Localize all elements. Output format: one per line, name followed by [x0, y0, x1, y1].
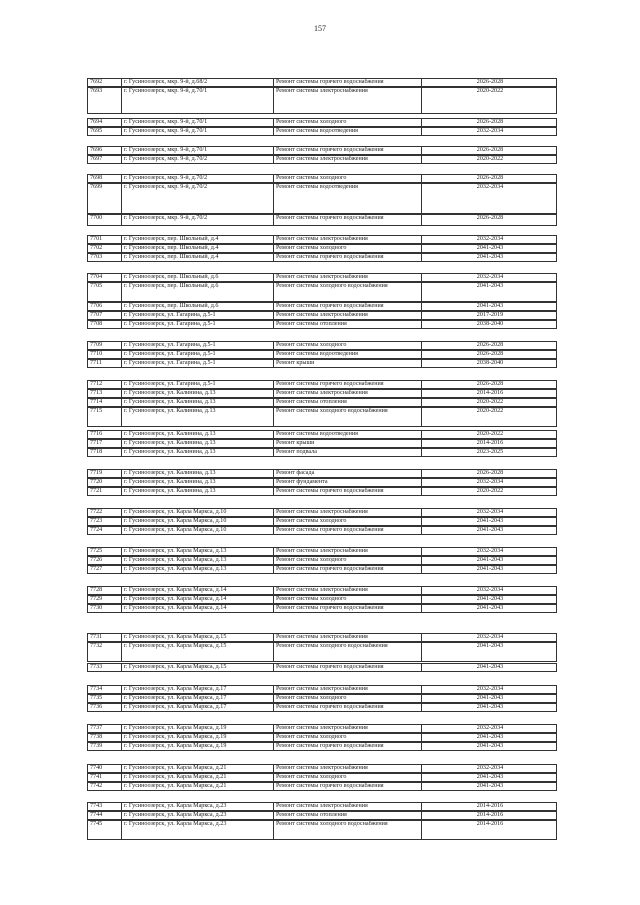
row-work-type: Ремонт системы горячего водоснабжения — [273, 664, 421, 671]
row-years: 2041-2043 — [421, 245, 558, 252]
row-address: г. Гусиноозерск, ул. Карла Маркса, д.23 — [121, 812, 273, 819]
row-work-type: Ремонт системы водоотведения — [273, 351, 421, 358]
row-years: 2038-2040 — [421, 321, 558, 328]
row-years: 2041-2043 — [421, 643, 558, 661]
row-number: 7727 — [90, 566, 103, 572]
table-row — [87, 174, 557, 183]
row-number: 7703 — [90, 254, 103, 260]
row-address: г. Гусиноозерск, ул. Гагарина, д.5-1 — [121, 312, 273, 319]
table-row — [87, 311, 557, 320]
row-work-type: Ремонт системы электроснабжения — [273, 274, 421, 281]
table-row — [87, 773, 557, 782]
row-years: 2026-2028 — [421, 175, 558, 182]
row-years: 2041-2043 — [421, 783, 558, 790]
row-work-type: Ремонт системы горячего водоснабжения — [273, 605, 421, 612]
table-row — [87, 407, 557, 427]
row-number: 7700 — [90, 215, 103, 221]
table-row — [87, 526, 557, 535]
row-number: 7743 — [90, 803, 103, 809]
row-address: г. Гусиноозерск, мкр. 9-й, д.70/2 — [121, 184, 273, 213]
row-years: 2032-2034 — [421, 686, 558, 693]
row-number: 7720 — [90, 479, 103, 485]
row-number: 7726 — [90, 557, 103, 563]
row-address: г. Гусиноозерск, пер. Школьный, д.6 — [121, 283, 273, 301]
row-years: 2041-2043 — [421, 743, 558, 750]
row-address: г. Гусиноозерск, мкр. 9-й, д.70/2 — [121, 175, 273, 182]
row-number: 7708 — [90, 321, 103, 327]
row-work-type: Ремонт системы электроснабжения — [273, 725, 421, 732]
page-number: 157 — [314, 24, 326, 33]
row-address: г. Гусиноозерск, ул. Калинина, д.13 — [121, 479, 273, 486]
row-years: 2014-2016 — [421, 812, 558, 819]
row-work-type: Ремонт системы электроснабжения — [273, 634, 421, 641]
row-address: г. Гусиноозерск, ул. Карла Маркса, д.15 — [121, 643, 273, 661]
table-row — [87, 724, 557, 733]
table-row — [87, 183, 557, 214]
row-work-type: Ремонт системы горячего водоснабжения — [273, 79, 421, 86]
row-years: 2032-2034 — [421, 587, 558, 594]
row-years: 2014-2016 — [421, 440, 558, 447]
table-row — [87, 694, 557, 703]
row-address: г. Гусиноозерск, ул. Карла Маркса, д.14 — [121, 605, 273, 612]
row-address: г. Гусиноозерск, мкр. 9-й, д.70/1 — [121, 128, 273, 135]
table-row — [87, 302, 557, 311]
row-number: 7702 — [90, 245, 103, 251]
table-row — [87, 214, 557, 226]
table-row — [87, 604, 557, 613]
table-row — [87, 389, 557, 398]
row-number: 7713 — [90, 390, 103, 396]
row-years: 2032-2034 — [421, 634, 558, 641]
row-years: 2032-2034 — [421, 548, 558, 555]
row-years: 2032-2034 — [421, 479, 558, 486]
row-work-type: Ремонт системы горячего водоснабжения — [273, 254, 421, 261]
row-address: г. Гусиноозерск, ул. Карла Маркса, д.17 — [121, 695, 273, 702]
table-row — [87, 811, 557, 820]
row-work-type: Ремонт системы водоотведения — [273, 431, 421, 438]
table-row — [87, 350, 557, 359]
table-row — [87, 282, 557, 302]
row-number: 7733 — [90, 664, 103, 670]
table-row — [87, 547, 557, 556]
row-years: 2041-2043 — [421, 566, 558, 573]
row-work-type: Ремонт системы горячего водоснабжения — [273, 147, 421, 154]
row-number: 7695 — [90, 128, 103, 134]
row-address: г. Гусиноозерск, мкр. 9-й, д.70/1 — [121, 88, 273, 113]
row-work-type: Ремонт системы холодного — [273, 734, 421, 741]
row-address: г. Гусиноозерск, пер. Школьный, д.4 — [121, 245, 273, 252]
row-work-type: Ремонт системы водоотведения — [273, 128, 421, 135]
row-address: г. Гусиноозерск, ул. Калинина, д.13 — [121, 390, 273, 397]
row-work-type: Ремонт системы горячего водоснабжения — [273, 215, 421, 225]
table-row — [87, 733, 557, 742]
row-number: 7718 — [90, 449, 103, 455]
row-years: 2026-2028 — [421, 79, 558, 86]
row-years: 2026-2028 — [421, 147, 558, 154]
row-work-type: Ремонт подвала — [273, 449, 421, 456]
row-address: г. Гусиноозерск, ул. Карла Маркса, д.23 — [121, 803, 273, 810]
row-work-type: Ремонт системы электроснабжения — [273, 765, 421, 772]
row-address: г. Гусиноозерск, ул. Карла Маркса, д.13 — [121, 557, 273, 564]
table-row — [87, 146, 557, 155]
row-address: г. Гусиноозерск, ул. Карла Маркса, д.19 — [121, 743, 273, 750]
row-address: г. Гусиноозерск, ул. Карла Маркса, д.13 — [121, 566, 273, 573]
row-number: 7732 — [90, 643, 103, 649]
table-row — [87, 244, 557, 253]
row-address: г. Гусиноозерск, ул. Карла Маркса, д.14 — [121, 596, 273, 603]
row-work-type: Ремонт системы холодного — [273, 518, 421, 525]
table-row — [87, 586, 557, 595]
row-work-type: Ремонт системы электроснабжения — [273, 509, 421, 516]
table-row — [87, 782, 557, 791]
row-years: 2032-2034 — [421, 509, 558, 516]
row-work-type: Ремонт фундамента — [273, 479, 421, 486]
row-work-type: Ремонт системы холодного водоснабжения — [273, 408, 421, 426]
table-row — [87, 118, 557, 127]
row-address: г. Гусиноозерск, ул. Карла Маркса, д.10 — [121, 518, 273, 525]
row-number: 7723 — [90, 518, 103, 524]
row-years: 2026-2028 — [421, 381, 558, 388]
row-number: 7705 — [90, 283, 103, 289]
row-years: 2020-2022 — [421, 488, 558, 495]
table-row — [87, 642, 557, 662]
row-address: г. Гусиноозерск, ул. Калинина, д.13 — [121, 399, 273, 406]
row-address: г. Гусиноозерск, ул. Гагарина, д.5-1 — [121, 381, 273, 388]
row-number: 7711 — [90, 360, 102, 366]
row-address: г. Гусиноозерск, ул. Карла Маркса, д.13 — [121, 548, 273, 555]
row-number: 7694 — [90, 119, 103, 125]
row-address: г. Гусиноозерск, ул. Карла Маркса, д.19 — [121, 725, 273, 732]
row-years: 2020-2022 — [421, 431, 558, 438]
row-work-type: Ремонт системы горячего водоснабжения — [273, 704, 421, 711]
row-years: 2041-2043 — [421, 704, 558, 711]
row-years: 2020-2022 — [421, 156, 558, 163]
row-number: 7714 — [90, 399, 103, 405]
row-work-type: Ремонт системы водоотведения — [273, 184, 421, 213]
table-row — [87, 439, 557, 448]
row-years: 2041-2043 — [421, 303, 558, 310]
row-work-type: Ремонт системы горячего водоснабжения — [273, 381, 421, 388]
table-row — [87, 633, 557, 642]
row-number: 7742 — [90, 783, 103, 789]
row-work-type: Ремонт системы отопления — [273, 399, 421, 406]
row-work-type: Ремонт системы горячего водоснабжения — [273, 488, 421, 495]
row-years: 2041-2043 — [421, 734, 558, 741]
row-work-type: Ремонт системы горячего водоснабжения — [273, 527, 421, 534]
row-work-type: Ремонт системы электроснабжения — [273, 548, 421, 555]
row-years: 2026-2028 — [421, 215, 558, 225]
row-number: 7744 — [90, 812, 103, 818]
row-work-type: Ремонт системы холодного — [273, 774, 421, 781]
row-number: 7724 — [90, 527, 103, 533]
row-number: 7731 — [90, 634, 103, 640]
row-address: г. Гусиноозерск, мкр. 9-й, д.68/2 — [121, 79, 273, 86]
row-address: г. Гусиноозерск, ул. Карла Маркса, д.10 — [121, 509, 273, 516]
table-row — [87, 380, 557, 389]
row-years: 2023-2025 — [421, 449, 558, 456]
row-address: г. Гусиноозерск, ул. Гагарина, д.5-1 — [121, 360, 273, 367]
row-work-type: Ремонт фасада — [273, 470, 421, 477]
row-number: 7706 — [90, 303, 103, 309]
row-work-type: Ремонт системы электроснабжения — [273, 88, 421, 113]
table-row — [87, 469, 557, 478]
row-number: 7710 — [90, 351, 103, 357]
row-years: 2014-2016 — [421, 803, 558, 810]
table-row — [87, 556, 557, 565]
row-years: 2032-2034 — [421, 274, 558, 281]
row-years: 2032-2034 — [421, 725, 558, 732]
row-work-type: Ремонт системы холодного — [273, 695, 421, 702]
row-years: 2026-2028 — [421, 351, 558, 358]
row-number: 7719 — [90, 470, 103, 476]
row-work-type: Ремонт системы электроснабжения — [273, 312, 421, 319]
row-number: 7709 — [90, 342, 103, 348]
row-number: 7739 — [90, 743, 103, 749]
row-years: 2041-2043 — [421, 557, 558, 564]
row-address: г. Гусиноозерск, ул. Карла Маркса, д.10 — [121, 527, 273, 534]
row-years: 2038-2040 — [421, 360, 558, 367]
row-work-type: Ремонт системы отопления — [273, 321, 421, 328]
row-number: 7729 — [90, 596, 103, 602]
row-work-type: Ремонт системы электроснабжения — [273, 587, 421, 594]
row-years: 2026-2028 — [421, 470, 558, 477]
row-years: 2032-2034 — [421, 184, 558, 213]
table-row — [87, 487, 557, 496]
row-number: 7737 — [90, 725, 103, 731]
row-work-type: Ремонт системы холодного — [273, 342, 421, 349]
row-number: 7701 — [90, 236, 103, 242]
row-years: 2041-2043 — [421, 527, 558, 534]
row-address: г. Гусиноозерск, ул. Калинина, д.13 — [121, 488, 273, 495]
row-years: 2041-2043 — [421, 664, 558, 671]
row-years: 2041-2043 — [421, 774, 558, 781]
table-row — [87, 359, 557, 368]
table-row — [87, 685, 557, 694]
row-address: г. Гусиноозерск, ул. Калинина, д.13 — [121, 431, 273, 438]
row-work-type: Ремонт крыши — [273, 360, 421, 367]
row-number: 7741 — [90, 774, 103, 780]
row-work-type: Ремонт крыши — [273, 440, 421, 447]
row-work-type: Ремонт системы горячего водоснабжения — [273, 783, 421, 790]
table-row — [87, 663, 557, 672]
row-number: 7722 — [90, 509, 103, 515]
row-number: 7716 — [90, 431, 103, 437]
row-number: 7740 — [90, 765, 103, 771]
row-work-type: Ремонт системы холодного — [273, 175, 421, 182]
row-address: г. Гусиноозерск, пер. Школьный, д.6 — [121, 274, 273, 281]
table-row — [87, 595, 557, 604]
row-address: г. Гусиноозерск, ул. Гагарина, д.5-1 — [121, 351, 273, 358]
table-row — [87, 341, 557, 350]
row-years: 2020-2022 — [421, 399, 558, 406]
table-row — [87, 517, 557, 526]
row-address: г. Гусиноозерск, ул. Карла Маркса, д.15 — [121, 634, 273, 641]
row-years: 2026-2028 — [421, 119, 558, 126]
table-row — [87, 703, 557, 712]
row-years: 2041-2043 — [421, 605, 558, 612]
row-work-type: Ремонт системы электроснабжения — [273, 156, 421, 163]
table-row — [87, 87, 557, 114]
row-years: 2032-2034 — [421, 128, 558, 135]
row-address: г. Гусиноозерск, ул. Карла Маркса, д.17 — [121, 686, 273, 693]
table-row — [87, 235, 557, 244]
row-number: 7715 — [90, 408, 103, 414]
row-work-type: Ремонт системы горячего водоснабжения — [273, 743, 421, 750]
row-years: 2032-2034 — [421, 765, 558, 772]
table-row — [87, 398, 557, 407]
row-number: 7693 — [90, 88, 103, 94]
row-address: г. Гусиноозерск, ул. Карла Маркса, д.21 — [121, 783, 273, 790]
row-years: 2041-2043 — [421, 518, 558, 525]
row-number: 7736 — [90, 704, 103, 710]
table-row — [87, 448, 557, 457]
row-number: 7696 — [90, 147, 103, 153]
table-row — [87, 742, 557, 751]
row-address: г. Гусиноозерск, ул. Карла Маркса, д.23 — [121, 821, 273, 839]
row-address: г. Гусиноозерск, ул. Карла Маркса, д.17 — [121, 704, 273, 711]
row-years: 2026-2028 — [421, 342, 558, 349]
row-number: 7728 — [90, 587, 103, 593]
table-row — [87, 430, 557, 439]
row-address: г. Гусиноозерск, ул. Калинина, д.13 — [121, 440, 273, 447]
row-work-type: Ремонт системы электроснабжения — [273, 390, 421, 397]
table-row — [87, 764, 557, 773]
row-number: 7745 — [90, 821, 103, 827]
table-row — [87, 820, 557, 840]
row-number: 7725 — [90, 548, 103, 554]
row-number: 7717 — [90, 440, 103, 446]
row-address: г. Гусиноозерск, ул. Карла Маркса, д.14 — [121, 587, 273, 594]
row-address: г. Гусиноозерск, ул. Гагарина, д.5-1 — [121, 342, 273, 349]
row-address: г. Гусиноозерск, ул. Карла Маркса, д.21 — [121, 774, 273, 781]
row-years: 2041-2043 — [421, 695, 558, 702]
row-address: г. Гусиноозерск, пер. Школьный, д.6 — [121, 303, 273, 310]
row-number: 7721 — [90, 488, 103, 494]
row-work-type: Ремонт системы холодного — [273, 245, 421, 252]
row-number: 7698 — [90, 175, 103, 181]
row-work-type: Ремонт системы электроснабжения — [273, 686, 421, 693]
table-row — [87, 508, 557, 517]
row-number: 7735 — [90, 695, 103, 701]
table-row — [87, 253, 557, 262]
row-years: 2041-2043 — [421, 254, 558, 261]
row-years: 2041-2043 — [421, 596, 558, 603]
row-address: г. Гусиноозерск, ул. Калинина, д.13 — [121, 470, 273, 477]
row-work-type: Ремонт системы холодного — [273, 557, 421, 564]
table-row — [87, 478, 557, 487]
row-years: 2014-2016 — [421, 821, 558, 839]
row-work-type: Ремонт системы холодного водоснабжения — [273, 283, 421, 301]
row-years: 2041-2043 — [421, 283, 558, 301]
row-years: 2014-2016 — [421, 390, 558, 397]
table-row — [87, 273, 557, 282]
row-address: г. Гусиноозерск, ул. Калинина, д.13 — [121, 408, 273, 426]
row-number: 7730 — [90, 605, 103, 611]
row-years: 2017-2019 — [421, 312, 558, 319]
row-number: 7738 — [90, 734, 103, 740]
table-row — [87, 78, 557, 87]
row-address: г. Гусиноозерск, пер. Школьный, д.4 — [121, 254, 273, 261]
row-number: 7699 — [90, 184, 103, 190]
row-number: 7712 — [90, 381, 103, 387]
row-address: г. Гусиноозерск, мкр. 9-й, д.70/2 — [121, 215, 273, 225]
row-number: 7707 — [90, 312, 103, 318]
row-address: г. Гусиноозерск, ул. Карла Маркса, д.15 — [121, 664, 273, 671]
row-work-type: Ремонт системы горячего водоснабжения — [273, 566, 421, 573]
row-years: 2020-2022 — [421, 88, 558, 113]
row-work-type: Ремонт системы холодного водоснабжения — [273, 643, 421, 661]
row-number: 7734 — [90, 686, 103, 692]
row-years: 2020-2022 — [421, 408, 558, 426]
table-row — [87, 320, 557, 329]
table-row — [87, 155, 557, 164]
row-address: г. Гусиноозерск, мкр. 9-й, д.70/1 — [121, 147, 273, 154]
row-number: 7697 — [90, 156, 103, 162]
row-work-type: Ремонт системы электроснабжения — [273, 236, 421, 243]
row-address: г. Гусиноозерск, ул. Гагарина, д.5-1 — [121, 321, 273, 328]
row-address: г. Гусиноозерск, пер. Школьный, д.4 — [121, 236, 273, 243]
row-work-type: Ремонт системы горячего водоснабжения — [273, 303, 421, 310]
table-row — [87, 565, 557, 574]
row-address: г. Гусиноозерск, мкр. 9-й, д.70/1 — [121, 119, 273, 126]
row-years: 2032-2034 — [421, 236, 558, 243]
row-address: г. Гусиноозерск, мкр. 9-й, д.70/2 — [121, 156, 273, 163]
table-row — [87, 802, 557, 811]
row-work-type: Ремонт системы отопления — [273, 812, 421, 819]
row-work-type: Ремонт системы электроснабжения — [273, 803, 421, 810]
row-number: 7692 — [90, 79, 103, 85]
table-row — [87, 127, 557, 136]
row-address: г. Гусиноозерск, ул. Карла Маркса, д.19 — [121, 734, 273, 741]
row-number: 7704 — [90, 274, 103, 280]
row-address: г. Гусиноозерск, ул. Карла Маркса, д.21 — [121, 765, 273, 772]
row-work-type: Ремонт системы холодного — [273, 119, 421, 126]
row-address: г. Гусиноозерск, ул. Калинина, д.13 — [121, 449, 273, 456]
row-work-type: Ремонт системы холодного водоснабжения — [273, 821, 421, 839]
row-work-type: Ремонт системы холодного — [273, 596, 421, 603]
